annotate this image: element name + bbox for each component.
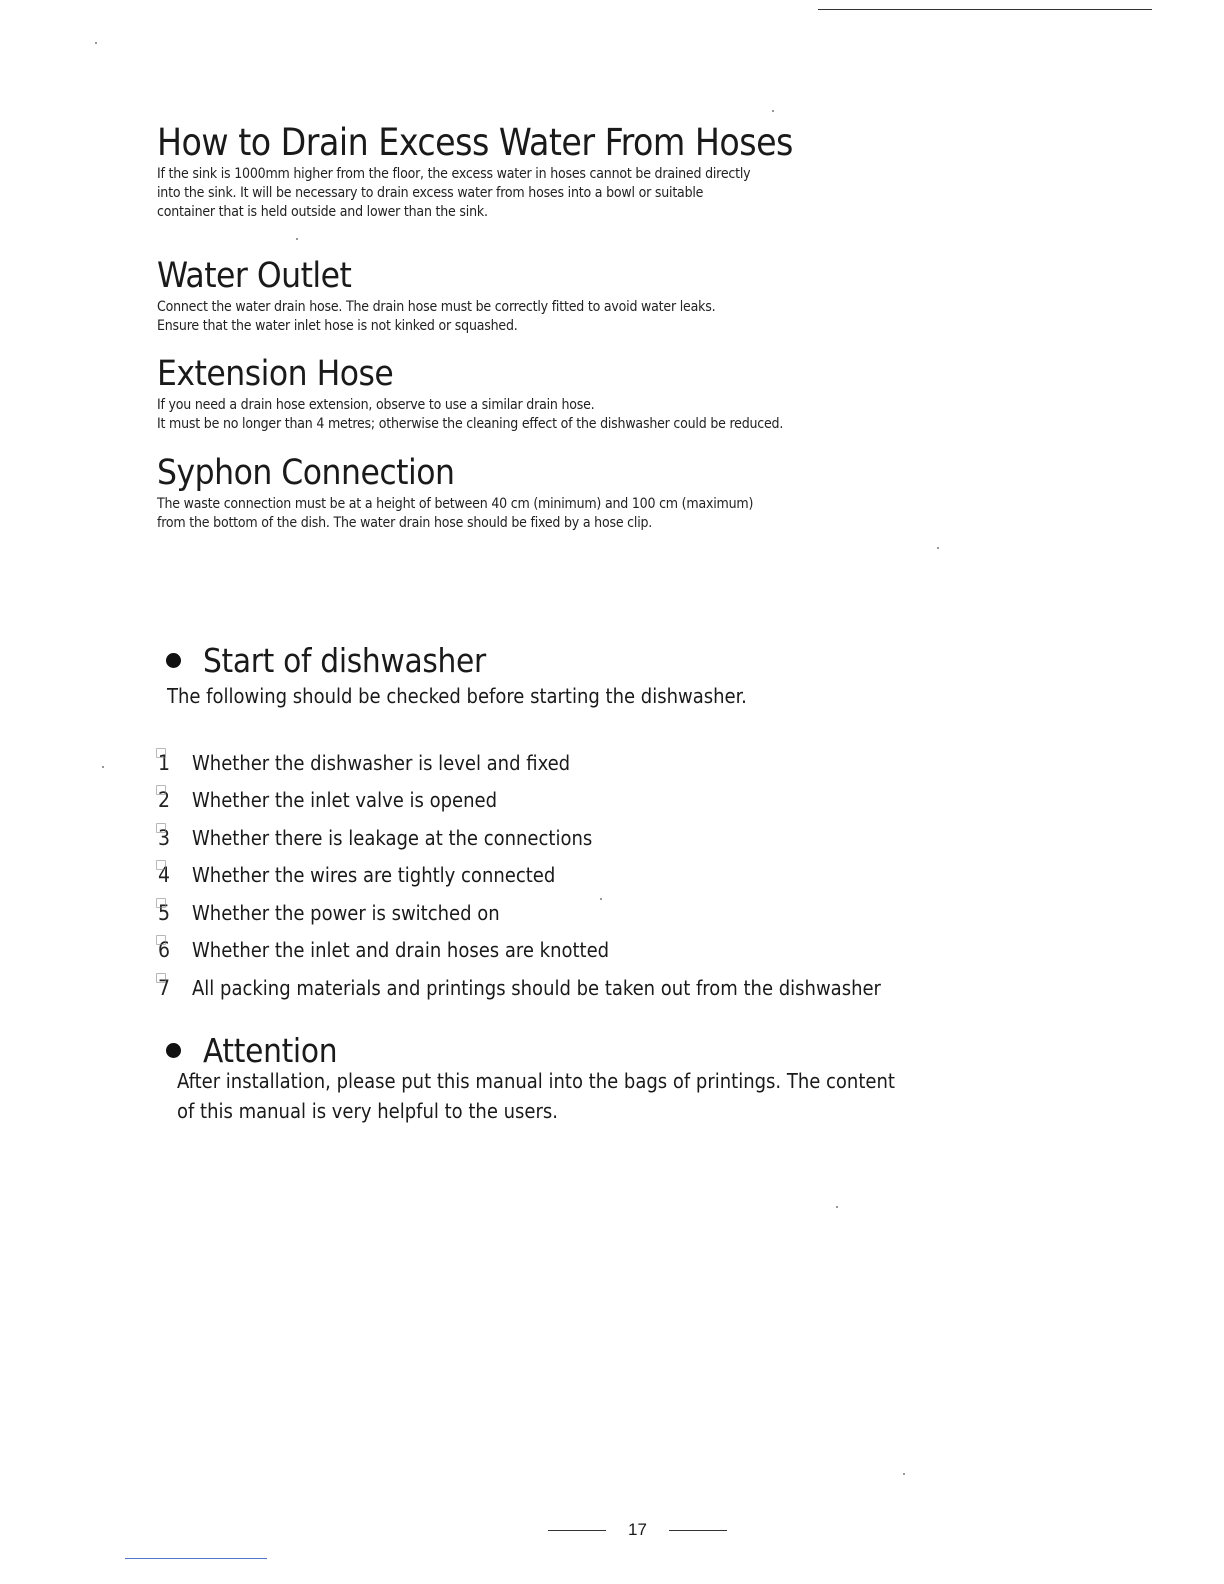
body-line: The waste connection must be at a height of between 40 cm (minimum) and 100 cm (maximum) <box>157 496 754 512</box>
scan-speck <box>836 1206 838 1208</box>
scan-speck <box>903 1473 905 1475</box>
item-number: 3 <box>158 826 192 850</box>
item-number: 2 <box>158 788 192 812</box>
body-line: After installation, please put this manual into the bags of printings. The content <box>177 1069 895 1093</box>
scan-speck <box>296 238 298 240</box>
item-text: Whether the inlet valve is opened <box>192 788 497 813</box>
body-line: Connect the water drain hose. The drain hose must be correctly fitted to avoid water leaks. <box>157 299 716 315</box>
item-text: Whether the wires are tightly connected <box>192 863 556 888</box>
footer-dash <box>669 1530 727 1531</box>
start-heading <box>166 641 486 680</box>
section-extension-hose <box>157 354 784 434</box>
footer-dash <box>548 1530 606 1531</box>
scan-speck <box>772 110 774 112</box>
scan-speck <box>102 766 104 768</box>
section-drain-excess-water <box>157 121 793 222</box>
checklist-item <box>158 857 881 895</box>
body-line: of this manual is very helpful to the users. <box>177 1099 558 1123</box>
item-number: 7 <box>158 976 192 1000</box>
section-body <box>157 165 793 222</box>
item-number: 4 <box>158 863 192 887</box>
start-intro: The following should be checked before starting the dishwasher. <box>167 684 747 708</box>
body-line: It must be no longer than 4 metres; otherwise the cleaning effect of the dishwasher could be reduced. <box>157 416 784 432</box>
body-line: Ensure that the water inlet hose is not kinked or squashed. <box>157 318 518 334</box>
checklist-item <box>158 744 881 782</box>
bottom-rule <box>125 1558 267 1559</box>
bullet-icon <box>166 653 181 668</box>
item-number: 1 <box>158 751 192 775</box>
section-body <box>157 298 715 336</box>
item-number: 5 <box>158 901 192 925</box>
checklist-item <box>158 932 881 970</box>
item-number: 6 <box>158 938 192 962</box>
item-text: All packing materials and printings should be taken out from the dishwasher <box>192 975 881 1000</box>
checklist-item <box>158 782 881 820</box>
bullet-icon <box>166 1043 181 1058</box>
body-line: If the sink is 1000mm higher from the floor, the excess water in hoses cannot be drained directly <box>157 166 751 182</box>
section-syphon-connection <box>157 453 754 533</box>
checklist-item <box>158 894 881 932</box>
section-body <box>157 396 783 434</box>
page-number: 17 <box>628 1520 647 1539</box>
attention-heading <box>166 1031 338 1070</box>
item-text: Whether the dishwasher is level and fixed <box>192 750 571 775</box>
body-line: container that is held outside and lower than the sink. <box>157 204 488 220</box>
page-footer <box>548 1520 727 1540</box>
attention-title: Attention <box>203 1031 338 1070</box>
start-title: Start of dishwasher <box>203 641 486 680</box>
body-line: If you need a drain hose extension, observe to use a similar drain hose. <box>157 397 595 413</box>
section-title: Extension Hose <box>157 354 394 394</box>
item-text: Whether the inlet and drain hoses are knotted <box>192 938 610 963</box>
section-title: Syphon Connection <box>157 453 455 493</box>
checklist-item <box>158 969 881 1007</box>
scan-speck <box>937 547 939 549</box>
checklist-item <box>158 819 881 857</box>
section-title: Water Outlet <box>157 256 352 296</box>
body-line: into the sink. It will be necessary to drain excess water from hoses into a bowl or suitable <box>157 185 704 201</box>
checklist <box>158 744 881 1007</box>
top-rule <box>818 9 1152 10</box>
section-water-outlet <box>157 256 716 336</box>
item-text: Whether there is leakage at the connections <box>192 825 593 850</box>
body-line: from the bottom of the dish. The water drain hose should be fixed by a hose clip. <box>157 515 653 531</box>
scan-speck <box>95 42 97 44</box>
item-text: Whether the power is switched on <box>192 900 500 925</box>
attention-body <box>177 1066 895 1126</box>
section-title: How to Drain Excess Water From Hoses <box>157 121 793 164</box>
section-body <box>157 495 753 533</box>
